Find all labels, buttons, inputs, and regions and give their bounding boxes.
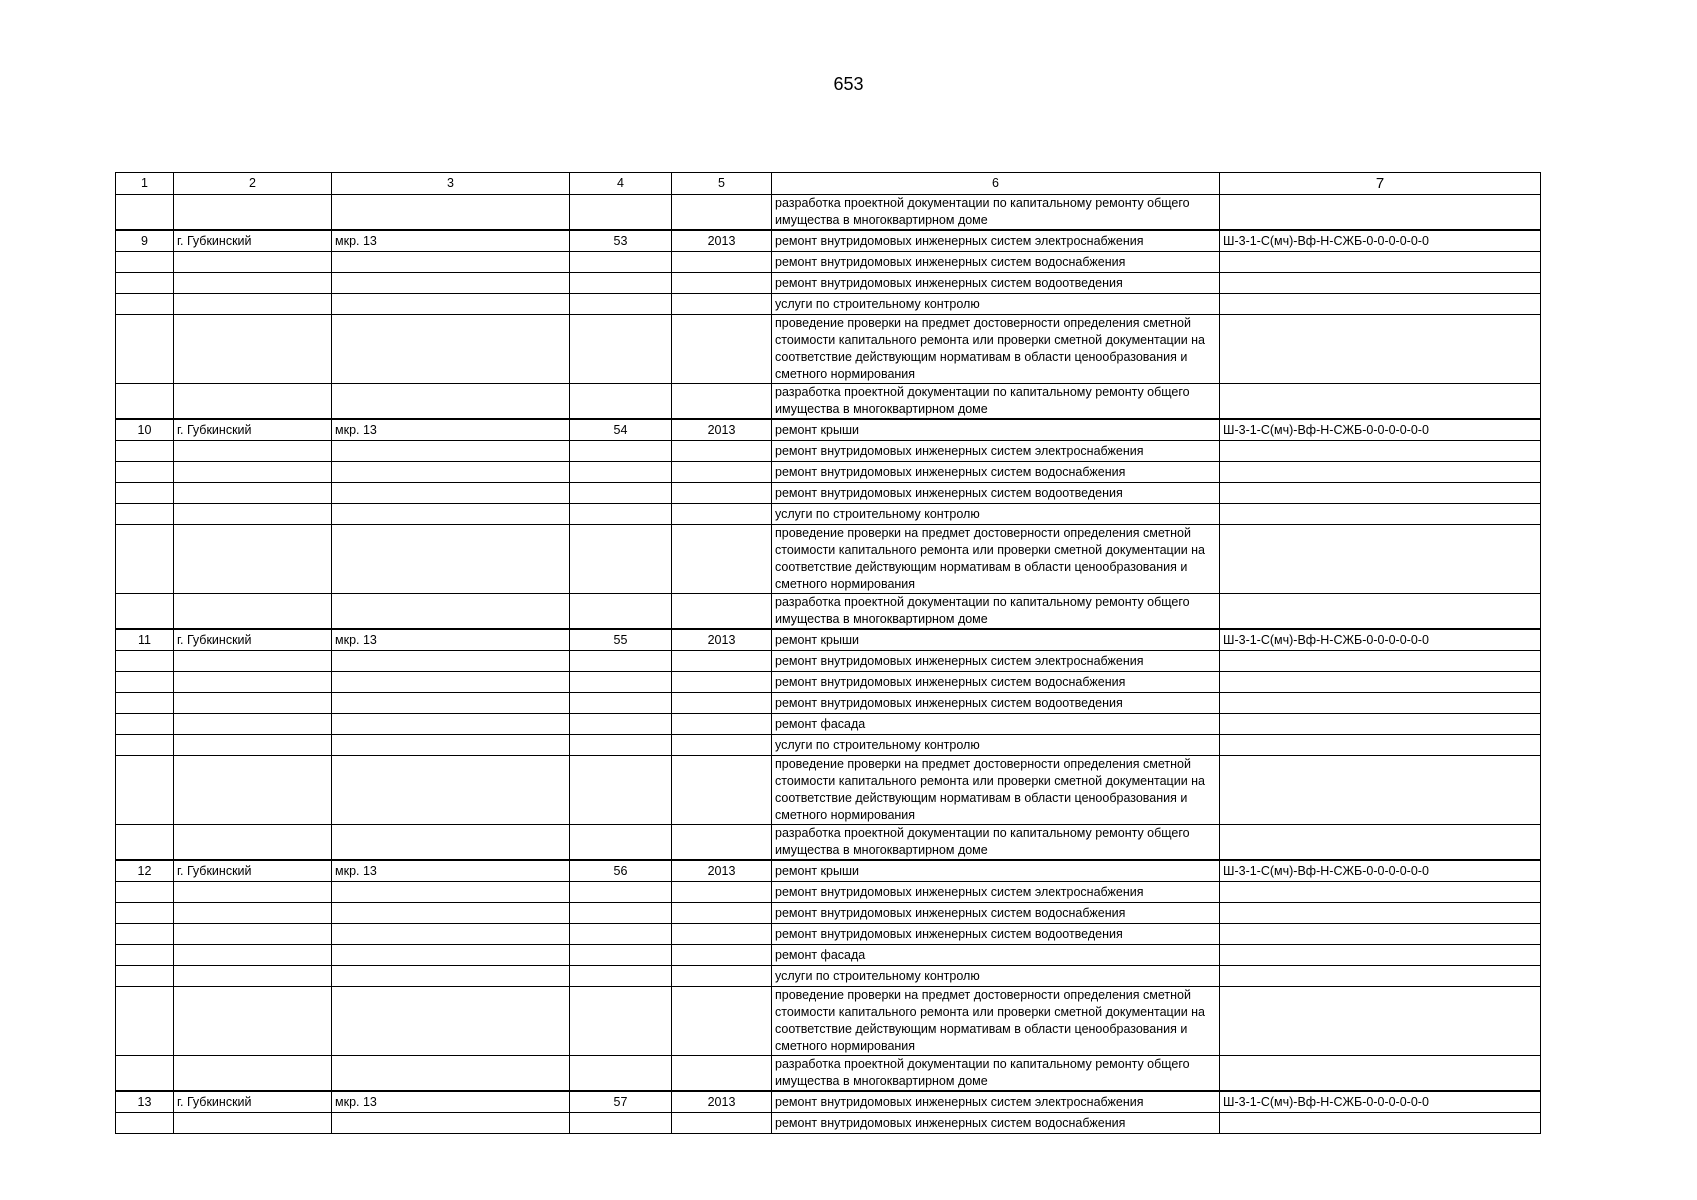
cell-year [672,903,772,924]
cell-house [570,483,672,504]
repair-register-table [115,172,1541,1134]
cell-house: 55 [570,629,672,651]
table-row [116,419,1541,441]
table-row [116,483,1541,504]
cell-number [116,252,174,273]
cell-number [116,195,174,231]
cell-district [332,756,570,825]
cell-house-code [1220,384,1541,420]
cell-year [672,735,772,756]
column-header-1: 1 [116,173,174,195]
table-row [116,315,1541,384]
table-row [116,195,1541,231]
cell-house [570,693,672,714]
cell-district [332,504,570,525]
cell-city [174,1113,332,1134]
cell-house [570,945,672,966]
cell-work-type: ремонт внутридомовых инженерных систем водоотведения [772,273,1220,294]
cell-year [672,693,772,714]
cell-house-code [1220,504,1541,525]
cell-number: 9 [116,230,174,252]
cell-number [116,693,174,714]
cell-work-type: ремонт крыши [772,419,1220,441]
cell-number [116,651,174,672]
cell-year: 2013 [672,1091,772,1113]
table-row [116,651,1541,672]
cell-number [116,924,174,945]
cell-city [174,525,332,594]
cell-year [672,384,772,420]
cell-house [570,735,672,756]
cell-city [174,756,332,825]
column-header-6: 6 [772,173,1220,195]
table-row [116,882,1541,903]
cell-district [332,525,570,594]
cell-year [672,924,772,945]
table-row [116,1091,1541,1113]
table-row [116,756,1541,825]
cell-year [672,462,772,483]
cell-district [332,714,570,735]
cell-house [570,756,672,825]
cell-city: г. Губкинский [174,419,332,441]
cell-city: г. Губкинский [174,860,332,882]
cell-year [672,756,772,825]
cell-number: 10 [116,419,174,441]
cell-year [672,651,772,672]
column-header-2: 2 [174,173,332,195]
cell-district [332,924,570,945]
cell-district [332,1056,570,1092]
cell-house-code [1220,825,1541,861]
cell-year [672,195,772,231]
table-row [116,945,1541,966]
cell-city [174,987,332,1056]
cell-year [672,294,772,315]
cell-house [570,987,672,1056]
cell-house [570,441,672,462]
cell-house [570,882,672,903]
cell-city [174,924,332,945]
cell-number [116,273,174,294]
cell-district [332,966,570,987]
table-row [116,966,1541,987]
cell-number [116,315,174,384]
cell-work-type: ремонт крыши [772,629,1220,651]
cell-district: мкр. 13 [332,1091,570,1113]
table-row [116,1113,1541,1134]
cell-number [116,987,174,1056]
table-row [116,860,1541,882]
cell-city [174,693,332,714]
cell-work-type: услуги по строительному контролю [772,294,1220,315]
cell-year [672,966,772,987]
cell-work-type: ремонт внутридомовых инженерных систем электроснабжения [772,651,1220,672]
cell-house-code [1220,195,1541,231]
cell-work-type: ремонт крыши [772,860,1220,882]
cell-number [116,441,174,462]
cell-house-code [1220,273,1541,294]
cell-work-type: проведение проверки на предмет достоверности определения сметной стоимости капитального ремонта или проверки сметной документации на соответствие действующим нормативам в области ценообразования и сметного нормирования [772,987,1220,1056]
cell-house-code [1220,693,1541,714]
cell-house [570,714,672,735]
cell-house-code [1220,294,1541,315]
cell-house-code [1220,735,1541,756]
cell-number [116,1056,174,1092]
cell-house-code [1220,252,1541,273]
cell-city [174,594,332,630]
cell-year [672,252,772,273]
cell-city [174,252,332,273]
page-number: 653 [833,74,864,94]
cell-district [332,672,570,693]
cell-city [174,966,332,987]
cell-work-type: услуги по строительному контролю [772,735,1220,756]
table-row [116,693,1541,714]
cell-work-type: ремонт внутридомовых инженерных систем водоснабжения [772,903,1220,924]
cell-work-type: ремонт внутридомовых инженерных систем электроснабжения [772,1091,1220,1113]
cell-city [174,735,332,756]
cell-year: 2013 [672,419,772,441]
cell-house [570,924,672,945]
cell-work-type: разработка проектной документации по капитальному ремонту общего имущества в многоквартирном доме [772,594,1220,630]
cell-district: мкр. 13 [332,860,570,882]
cell-house-code [1220,525,1541,594]
cell-house-code: Ш-3-1-С(мч)-Вф-Н-СЖБ-0-0-0-0-0-0 [1220,419,1541,441]
cell-work-type: разработка проектной документации по капитальному ремонту общего имущества в многоквартирном доме [772,384,1220,420]
cell-district: мкр. 13 [332,230,570,252]
cell-district [332,195,570,231]
cell-work-type: ремонт фасада [772,945,1220,966]
cell-house-code [1220,672,1541,693]
cell-number [116,945,174,966]
cell-year: 2013 [672,230,772,252]
cell-year [672,315,772,384]
column-header-5: 5 [672,173,772,195]
cell-year [672,714,772,735]
column-header-7: 7 [1220,173,1541,195]
cell-number [116,1113,174,1134]
column-header-4: 4 [570,173,672,195]
cell-district [332,462,570,483]
cell-city [174,504,332,525]
cell-number [116,825,174,861]
cell-city [174,384,332,420]
cell-number [116,756,174,825]
cell-house [570,651,672,672]
cell-house [570,672,672,693]
cell-house-code [1220,966,1541,987]
cell-house [570,315,672,384]
cell-year [672,825,772,861]
cell-work-type: услуги по строительному контролю [772,504,1220,525]
cell-city [174,273,332,294]
cell-house [570,1113,672,1134]
cell-number [116,504,174,525]
cell-number [116,882,174,903]
cell-district [332,315,570,384]
cell-district [332,735,570,756]
cell-city [174,195,332,231]
cell-district [332,945,570,966]
table-row [116,924,1541,945]
cell-house [570,966,672,987]
cell-number [116,735,174,756]
table-row [116,1056,1541,1092]
table-row [116,462,1541,483]
cell-year [672,672,772,693]
cell-city [174,882,332,903]
table-row [116,735,1541,756]
cell-house-code [1220,651,1541,672]
cell-year [672,1056,772,1092]
cell-year [672,594,772,630]
cell-work-type: ремонт фасада [772,714,1220,735]
cell-house [570,525,672,594]
cell-district [332,651,570,672]
table-row [116,594,1541,630]
table-row [116,294,1541,315]
cell-city [174,315,332,384]
cell-work-type: ремонт внутридомовых инженерных систем электроснабжения [772,882,1220,903]
cell-house: 54 [570,419,672,441]
cell-city [174,945,332,966]
table-row [116,273,1541,294]
cell-house-code [1220,945,1541,966]
cell-house-code: Ш-3-1-С(мч)-Вф-Н-СЖБ-0-0-0-0-0-0 [1220,230,1541,252]
cell-house-code: Ш-3-1-С(мч)-Вф-Н-СЖБ-0-0-0-0-0-0 [1220,860,1541,882]
cell-house-code [1220,714,1541,735]
cell-house [570,273,672,294]
cell-district [332,441,570,462]
cell-district [332,825,570,861]
cell-number [116,525,174,594]
cell-district [332,693,570,714]
cell-district [332,252,570,273]
cell-house-code [1220,1113,1541,1134]
table-row [116,825,1541,861]
cell-city [174,441,332,462]
cell-house-code [1220,756,1541,825]
cell-house-code [1220,483,1541,504]
cell-city [174,903,332,924]
cell-number [116,384,174,420]
cell-work-type: ремонт внутридомовых инженерных систем электроснабжения [772,230,1220,252]
cell-work-type: проведение проверки на предмет достоверности определения сметной стоимости капитального ремонта или проверки сметной документации на соответствие действующим нормативам в области ценообразования и сметного нормирования [772,756,1220,825]
cell-city: г. Губкинский [174,1091,332,1113]
cell-year [672,1113,772,1134]
cell-city [174,1056,332,1092]
cell-work-type: ремонт внутридомовых инженерных систем водоснабжения [772,462,1220,483]
cell-year [672,987,772,1056]
table-row [116,903,1541,924]
cell-number: 12 [116,860,174,882]
table-body [116,195,1541,1134]
cell-year [672,441,772,462]
cell-number [116,483,174,504]
cell-work-type: ремонт внутридомовых инженерных систем водоснабжения [772,1113,1220,1134]
table-row [116,230,1541,252]
cell-house-code [1220,903,1541,924]
cell-number [116,594,174,630]
cell-year [672,504,772,525]
cell-district: мкр. 13 [332,419,570,441]
cell-district [332,384,570,420]
column-header-3: 3 [332,173,570,195]
cell-year: 2013 [672,629,772,651]
table-row [116,384,1541,420]
cell-house [570,195,672,231]
cell-city [174,462,332,483]
table-row [116,525,1541,594]
cell-district [332,987,570,1056]
cell-house-code [1220,924,1541,945]
cell-year [672,483,772,504]
cell-year [672,882,772,903]
cell-year [672,945,772,966]
cell-house-code [1220,882,1541,903]
cell-work-type: услуги по строительному контролю [772,966,1220,987]
cell-house [570,252,672,273]
cell-number [116,672,174,693]
cell-district [332,1113,570,1134]
cell-house [570,903,672,924]
cell-work-type: разработка проектной документации по капитальному ремонту общего имущества в многоквартирном доме [772,195,1220,231]
table-row [116,987,1541,1056]
cell-house [570,825,672,861]
cell-house-code [1220,987,1541,1056]
cell-number [116,462,174,483]
header-row [116,173,1541,195]
cell-work-type: ремонт внутридомовых инженерных систем водоснабжения [772,252,1220,273]
cell-year [672,273,772,294]
cell-city: г. Губкинский [174,629,332,651]
cell-year: 2013 [672,860,772,882]
cell-number [116,294,174,315]
cell-work-type: ремонт внутридомовых инженерных систем водоотведения [772,483,1220,504]
table-row [116,504,1541,525]
cell-district [332,903,570,924]
cell-house: 57 [570,1091,672,1113]
cell-year [672,525,772,594]
cell-number [116,714,174,735]
cell-work-type: ремонт внутридомовых инженерных систем водоотведения [772,693,1220,714]
cell-house [570,384,672,420]
cell-house-code: Ш-3-1-С(мч)-Вф-Н-СЖБ-0-0-0-0-0-0 [1220,629,1541,651]
cell-house: 56 [570,860,672,882]
cell-city [174,825,332,861]
cell-house [570,1056,672,1092]
cell-district [332,294,570,315]
cell-city [174,714,332,735]
cell-house-code [1220,462,1541,483]
cell-work-type: проведение проверки на предмет достоверности определения сметной стоимости капитального ремонта или проверки сметной документации на соответствие действующим нормативам в области ценообразования и сметного нормирования [772,525,1220,594]
table-row [116,252,1541,273]
cell-district [332,882,570,903]
cell-district [332,594,570,630]
cell-district: мкр. 13 [332,629,570,651]
cell-work-type: разработка проектной документации по капитальному ремонту общего имущества в многоквартирном доме [772,1056,1220,1092]
cell-house-code [1220,594,1541,630]
table-row [116,714,1541,735]
cell-house: 53 [570,230,672,252]
cell-city [174,294,332,315]
table-row [116,441,1541,462]
cell-house-code [1220,441,1541,462]
cell-district [332,483,570,504]
table-row [116,629,1541,651]
cell-number [116,903,174,924]
cell-city [174,483,332,504]
cell-work-type: ремонт внутридомовых инженерных систем водоснабжения [772,672,1220,693]
cell-number: 13 [116,1091,174,1113]
cell-house [570,594,672,630]
cell-work-type: разработка проектной документации по капитальному ремонту общего имущества в многоквартирном доме [772,825,1220,861]
cell-work-type: ремонт внутридомовых инженерных систем электроснабжения [772,441,1220,462]
table-row [116,672,1541,693]
cell-district [332,273,570,294]
cell-house [570,504,672,525]
cell-house-code: Ш-3-1-С(мч)-Вф-Н-СЖБ-0-0-0-0-0-0 [1220,1091,1541,1113]
cell-city [174,672,332,693]
cell-work-type: проведение проверки на предмет достоверности определения сметной стоимости капитального ремонта или проверки сметной документации на соответствие действующим нормативам в области ценообразования и сметного нормирования [772,315,1220,384]
cell-work-type: ремонт внутридомовых инженерных систем водоотведения [772,924,1220,945]
cell-city: г. Губкинский [174,230,332,252]
cell-house-code [1220,315,1541,384]
cell-number: 11 [116,629,174,651]
cell-house [570,294,672,315]
cell-number [116,966,174,987]
cell-house-code [1220,1056,1541,1092]
cell-city [174,651,332,672]
cell-house [570,462,672,483]
